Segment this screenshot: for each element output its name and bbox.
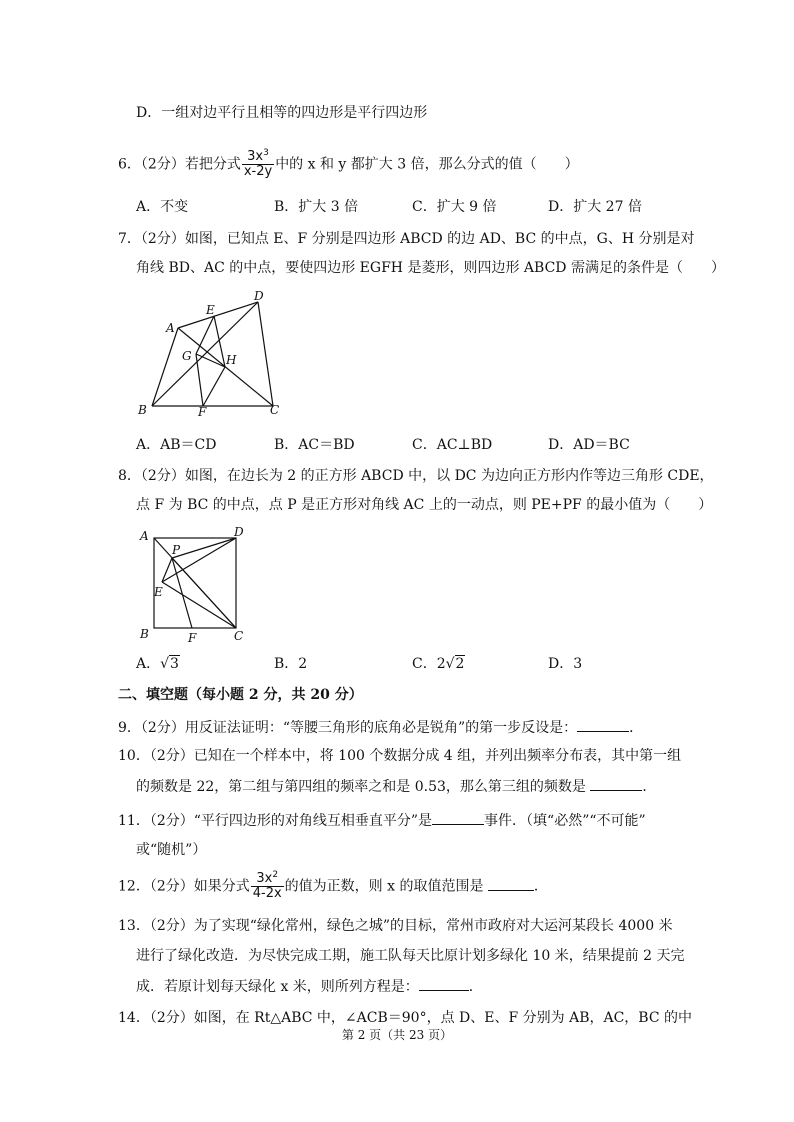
q8-option-b: B．2 (274, 656, 308, 672)
q10-line-2-text: 的频数是 22，第二组与第四组的频率之和是 0.53，那么第三组的频数是 (136, 779, 591, 795)
q6-option-c: C．扩大 9 倍 (412, 199, 497, 215)
q7-line-2: 角线 BD、AC 的中点，要使四边形 EGFH 是菱形，则四边形 ABCD 需满足的条件是（ ） (136, 260, 725, 276)
q12-frac-denominator: 4-2x (252, 886, 282, 901)
q8-label-c: C (234, 629, 244, 643)
q9-text: 9．（2分）用反证法证明：“等腰三角形的底角必是锐角”的第一步反设是： (118, 720, 578, 736)
q10-answer-blank[interactable] (590, 776, 642, 791)
q6-option-b: B．扩大 3 倍 (274, 199, 359, 215)
q8-option-a-prefix: A． (136, 656, 161, 672)
q6-frac-exponent: 3 (263, 148, 269, 158)
q13-line-3 (136, 976, 483, 997)
q7-label-g: G (182, 349, 192, 363)
q8-label-f: F (188, 631, 197, 645)
q7-label-f: F (198, 405, 207, 418)
q12-prefix: 12．（2分）如果分式 (118, 878, 250, 895)
q7-diagonal-bd (152, 302, 258, 406)
q12-frac-numerator: 3x (256, 871, 273, 886)
q8-segment-ce (162, 582, 236, 628)
q13-line-3-text: 成．若原计划每天绿化 x 米，则所列方程是： (136, 979, 419, 995)
q12-fraction (251, 872, 284, 901)
q7-edge-dc (258, 302, 273, 406)
q6-option-d: D．扩大 27 倍 (548, 199, 642, 215)
q7-label-a: A (166, 321, 175, 335)
q6-fraction (242, 150, 274, 179)
q7-edge-ab (152, 328, 178, 406)
q11-line-1-suffix: 事件．（填“必然”“不可能” (484, 813, 646, 829)
q11-line-1 (118, 810, 646, 831)
q10-end: ． (642, 779, 657, 795)
q8-line-2: 点 F 为 BC 的中点，点 P 是正方形对角线 AC 上的一动点，则 PE+PF 的最小值为（ ） (136, 497, 713, 513)
q10-line-1: 10．（2分）已知在一个样本中，将 100 个数据分成 4 组，并列出频率分布表，其中第一组 (118, 748, 682, 764)
q8-label-p: P (172, 543, 181, 557)
q7-segment-gf (196, 354, 203, 406)
q10-line-2 (136, 776, 656, 797)
q8-option-c-prefix: C．2 (412, 656, 446, 672)
q7-label-e: E (206, 303, 215, 317)
q7-option-c: C．AC⊥BD (412, 437, 493, 453)
q5-option-d: D．一组对边平行且相等的四边形是平行四边形 (136, 105, 428, 121)
q14-line-1: 14．（2分）如图，在 Rt△ABC 中，∠ACB＝90°，点 D、E、F 分别为 AB，AC，BC 的中 (118, 1010, 693, 1026)
q7-option-b: B．AC＝BD (274, 437, 355, 453)
q9-answer-blank[interactable] (577, 717, 629, 732)
radical-sign-icon: √ (445, 656, 455, 672)
q13-answer-blank[interactable] (419, 976, 469, 991)
q12-end: ． (533, 878, 548, 895)
q8-option-c-radicand: 2 (455, 656, 465, 672)
q6-frac-denominator: x-2y (243, 164, 273, 179)
radical-sign-icon: √ (160, 656, 170, 672)
q7-label-d: D (254, 289, 264, 303)
q13-line-2: 进行了绿化改造．为尽快完成工期，施工队每天比原计划多绿化 10 米，结果提前 2 天完 (136, 948, 685, 964)
q11-answer-blank[interactable] (432, 810, 484, 825)
question-9 (118, 717, 643, 738)
question-6 (118, 150, 579, 179)
q12-suffix: 的值为正数，则 x 的取值范围是 (284, 878, 488, 895)
q7-label-c: C (270, 403, 280, 417)
question-12 (118, 872, 548, 901)
q8-option-c (412, 654, 465, 674)
q7-label-b: B (138, 403, 147, 417)
q6-frac-numerator: 3x (247, 149, 264, 164)
q7-label-h: H (226, 353, 237, 367)
q7-line-1: 7．（2分）如图，已知点 E、F 分别是四边形 ABCD 的边 AD、BC 的中点，G、H 分别是对 (118, 231, 695, 247)
q8-option-d: D．3 (548, 656, 583, 672)
q8-option-a (136, 654, 180, 674)
q6-prefix: 6．（2分）若把分式 (118, 156, 241, 173)
q8-label-b: B (140, 627, 149, 641)
q8-figure (134, 524, 254, 646)
q8-option-a-radicand: 3 (170, 656, 179, 672)
q6-suffix: 中的 x 和 y 都扩大 3 倍，那么分式的值（ ） (275, 156, 579, 173)
q8-label-a: A (140, 529, 149, 543)
q8-segment-pd (172, 538, 236, 558)
q12-answer-blank[interactable] (488, 876, 534, 891)
q6-option-a: A．不变 (136, 199, 189, 215)
q12-frac-exponent: 2 (272, 870, 279, 880)
q11-line-2: 或“随机”） (136, 842, 207, 858)
q7-segment-gh (196, 354, 225, 367)
q8-label-d: D (234, 525, 244, 539)
q7-option-a: A．AB＝CD (136, 437, 217, 453)
q7-figure (130, 288, 300, 418)
q8-line-1: 8．（2分）如图，在边长为 2 的正方形 ABCD 中，以 DC 为边向正方形内作等边三角形 CDE， (118, 468, 714, 484)
q13-end: ． (468, 979, 483, 995)
q8-label-e: E (154, 585, 163, 599)
q11-line-1-prefix: 11．（2分）“平行四边形的对角线互相垂直平分”是 (118, 813, 433, 829)
q9-end: ． (629, 720, 644, 736)
page-footer: 第 2 页（共 23 页） (341, 1028, 453, 1042)
q13-line-1: 13．（2分）为了实现“绿化常州，绿色之城”的目标，常州市政府对大运河某段长 4000 米 (118, 918, 673, 934)
q7-segment-hf (203, 367, 225, 406)
section-2-title: 二、填空题（每小题 2 分，共 20 分） (118, 687, 363, 703)
q7-option-d: D．AD＝BC (548, 437, 630, 453)
q7-edge-ad (178, 302, 258, 328)
